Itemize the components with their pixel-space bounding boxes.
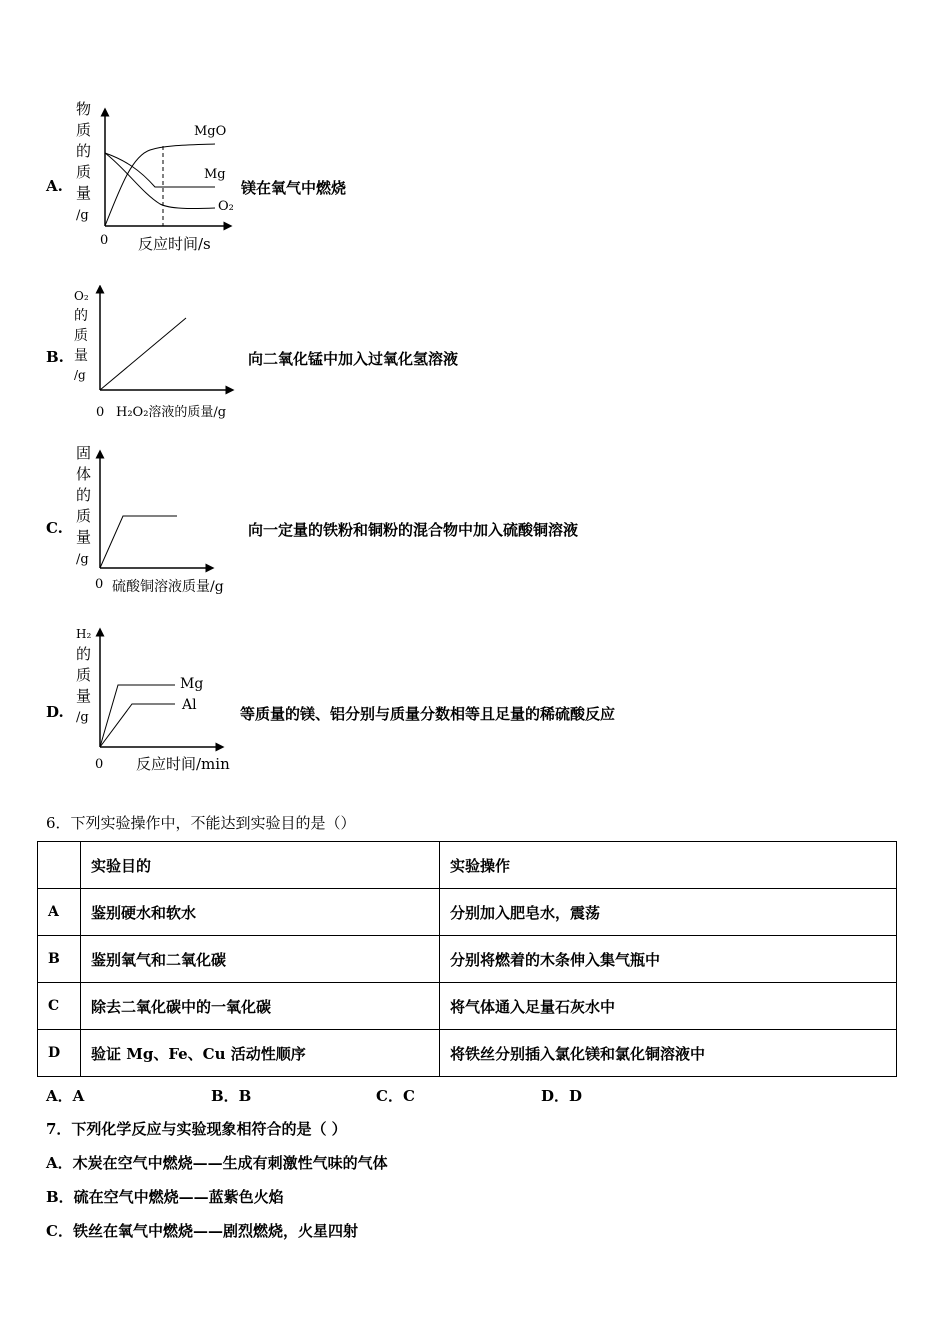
y-char: 的 bbox=[76, 645, 92, 663]
option-b-label: B. bbox=[46, 348, 64, 366]
y-char: 量 bbox=[76, 687, 92, 705]
table-cell: D bbox=[38, 1030, 81, 1077]
q7-option-a[interactable]: A．木炭在空气中燃烧——生成有刺激性气味的气体 bbox=[46, 1154, 388, 1172]
x-axis-title: 硫酸铜溶液质量/g bbox=[112, 579, 224, 595]
option-d-description: 等质量的镁、铝分别与质量分数相等且足量的稀硫酸反应 bbox=[240, 705, 616, 723]
mg-label: Mg bbox=[204, 167, 226, 182]
y-char: 质 bbox=[76, 121, 92, 139]
al-label: Al bbox=[182, 697, 197, 713]
y-axis-title bbox=[76, 627, 91, 725]
mg-line bbox=[100, 685, 175, 747]
y-char: /g bbox=[76, 208, 89, 223]
y-char: H₂ bbox=[76, 627, 92, 641]
q7-option-b[interactable]: B．硫在空气中燃烧——蓝紫色火焰 bbox=[46, 1188, 284, 1206]
q7-option-c[interactable]: C．铁丝在氧气中燃烧——剧烈燃烧，火星四射 bbox=[46, 1222, 358, 1240]
table-cell: 除去二氧化碳中的一氧化碳 bbox=[81, 983, 440, 1030]
o2-label: O₂ bbox=[218, 199, 234, 214]
y-char: 质 bbox=[76, 507, 92, 525]
table-cell: 分别加入肥皂水，震荡 bbox=[440, 889, 897, 936]
y-char: /g bbox=[74, 368, 86, 382]
table-cell: 分别将燃着的木条伸入集气瓶中 bbox=[440, 936, 897, 983]
al-line bbox=[100, 704, 175, 747]
table-row bbox=[38, 983, 897, 1030]
table-header-cell: 实验操作 bbox=[440, 842, 897, 889]
table-cell: 鉴别氧气和二氧化碳 bbox=[81, 936, 440, 983]
graph-d bbox=[70, 622, 250, 777]
table-cell: 鉴别硬水和软水 bbox=[81, 889, 440, 936]
table-header-cell: 实验目的 bbox=[81, 842, 440, 889]
solid-mass-line bbox=[100, 516, 177, 568]
y-char: 量 bbox=[74, 348, 88, 364]
table-header-cell bbox=[38, 842, 81, 889]
graph-a bbox=[70, 98, 240, 256]
y-char: 量 bbox=[76, 184, 92, 202]
option-c-description: 向一定量的铁粉和铜粉的混合物中加入硫酸铜溶液 bbox=[248, 521, 579, 539]
y-char: 质 bbox=[74, 328, 88, 344]
table-cell: 验证 Mg、Fe、Cu 活动性顺序 bbox=[81, 1030, 440, 1077]
table-row bbox=[38, 1030, 897, 1077]
origin-label: 0 bbox=[96, 405, 105, 420]
table-header-row bbox=[38, 842, 897, 889]
x-axis-title: 反应时间/s bbox=[138, 235, 211, 253]
option-c-label: C. bbox=[46, 519, 63, 537]
option-d-label: D. bbox=[46, 703, 64, 721]
mg-label: Mg bbox=[180, 676, 204, 692]
mg-curve bbox=[105, 153, 215, 187]
y-char: /g bbox=[76, 710, 89, 725]
y-char: 体 bbox=[76, 465, 92, 483]
origin-label: 0 bbox=[95, 577, 104, 592]
question-7-stem: 7．下列化学反应与实验现象相符合的是（ ） bbox=[46, 1120, 347, 1138]
table-cell: A bbox=[38, 889, 81, 936]
experiment-table bbox=[37, 841, 897, 1077]
table-row bbox=[38, 936, 897, 983]
graph-b bbox=[70, 285, 250, 425]
mgo-label: MgO bbox=[194, 124, 227, 139]
q6-option-b[interactable]: B．B bbox=[211, 1087, 252, 1105]
y-char: 的 bbox=[74, 308, 88, 324]
y-axis-title bbox=[76, 444, 91, 567]
y-char: O₂ bbox=[74, 289, 89, 303]
option-a-label: A. bbox=[46, 177, 63, 195]
graph-c bbox=[70, 440, 250, 600]
o2-line bbox=[100, 318, 186, 390]
y-char: 物 bbox=[76, 100, 92, 118]
y-char: /g bbox=[76, 552, 89, 567]
y-axis-title bbox=[76, 100, 91, 223]
table-cell: 将铁丝分别插入氯化镁和氯化铜溶液中 bbox=[440, 1030, 897, 1077]
origin-label: 0 bbox=[100, 233, 109, 248]
o2-curve bbox=[105, 153, 215, 209]
y-char: 的 bbox=[76, 142, 92, 160]
table-cell: 将气体通入足量石灰水中 bbox=[440, 983, 897, 1030]
question-6-stem: 6．下列实验操作中，不能达到实验目的是（） bbox=[46, 814, 356, 832]
option-a-description: 镁在氧气中燃烧 bbox=[241, 179, 347, 197]
y-char: 质 bbox=[76, 666, 92, 684]
y-char: 量 bbox=[76, 528, 92, 546]
q6-option-c[interactable]: C．C bbox=[376, 1087, 415, 1105]
option-b-description: 向二氧化锰中加入过氧化氢溶液 bbox=[248, 350, 459, 368]
q6-option-a[interactable]: A．A bbox=[46, 1087, 85, 1105]
mgo-curve bbox=[105, 144, 215, 226]
table-cell: C bbox=[38, 983, 81, 1030]
origin-label: 0 bbox=[95, 757, 104, 772]
table-cell: B bbox=[38, 936, 81, 983]
y-char: 质 bbox=[76, 163, 92, 181]
y-axis-title bbox=[74, 289, 89, 382]
x-axis-title: 反应时间/min bbox=[136, 755, 230, 773]
q6-option-d[interactable]: D．D bbox=[541, 1087, 583, 1105]
table-row bbox=[38, 889, 897, 936]
y-char: 固 bbox=[76, 444, 92, 462]
y-char: 的 bbox=[76, 486, 92, 504]
x-axis-title: H₂O₂溶液的质量/g bbox=[116, 405, 227, 420]
